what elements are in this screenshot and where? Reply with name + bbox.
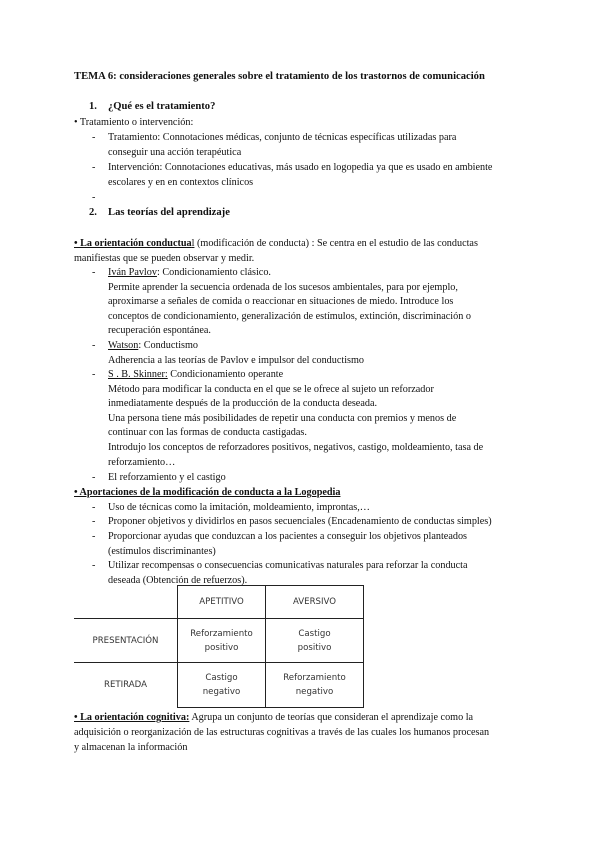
list-dash: - [92,472,96,483]
table-corner-cell [74,586,178,619]
aportaciones-label: • Aportaciones de la modificación de conducta a la Logopedia [74,487,341,498]
table-cell: Castigo positivo [266,619,364,663]
empty-dash: - [92,192,96,203]
aportacion-item: Uso de técnicas como la imitación, moldeamiento, improntas,… [108,502,370,513]
list-item-intervencion: Intervención: Connotaciones educativas, más usado en logopedia ya que es usado en ambiente escolares y en en contextos clínicos [108,162,493,188]
list-dash: - [92,369,96,380]
author-skinner: S . B. Skinner: [108,369,168,380]
table-cell: Castigo negativo [178,663,266,708]
document-title: TEMA 6: consideraciones generales sobre el tratamiento de los trastornos de comunicación [74,71,485,82]
list-dash: - [92,340,96,351]
list-dash: - [92,560,96,571]
list-dash: - [92,516,96,527]
list-dash: - [92,132,96,143]
section-1-heading: ¿Qué es el tratamiento? [108,101,216,112]
cognitiva-line2: adquisición o reorganización de las estructuras cognitivas a través de las cuales los humanos procesan [74,727,490,738]
cognitiva-line3: y almacenan la información [74,742,188,753]
list-dash: - [92,267,96,278]
list-item-reforzamiento: El reforzamiento y el castigo [108,472,226,483]
author-watson: Watson [108,340,139,351]
list-dash: - [92,162,96,173]
section-1-number: 1. [89,101,97,112]
list-dash: - [92,502,96,513]
section-2-number: 2. [89,207,97,218]
conductual-intro: • La orientación conductual (modificación de conducta) : Se centra en el estudio de las conductas [74,238,478,249]
aportacion-item: Proporcionar ayudas que conduzcan a los pacientes a conseguir los objetivos planteados (estímulos discriminantes) [108,531,467,557]
reinforcement-table [74,585,364,708]
list-item-skinner: S . B. Skinner: Condicionamiento operante Método para modificar la conducta en el que se le ofrece al sujeto un reforzador inmediatamente después de la producción de la conducta deseada. Una persona tiene más posibilidades de repetir una conducta con premios y menos de continuar con las formas de conducta castigadas. Introdujo los conceptos de reforzadores positivos, negativos, castigo, moldeamiento, tasa de reforzamiento… [108,369,484,468]
table-row-label: RETIRADA [74,663,178,708]
table-row-label: PRESENTACIÓN [74,619,178,663]
list-item-pavlov: Iván Pavlov: Condicionamiento clásico. Permite aprender la secuencia ordenada de los sucesos ambientales, para por ejemplo, aproximarse a señales de comida o reaccionar en situaciones de miedo. Introduce los conceptos de condicionamiento, generalización de estímulos, extinción, discriminación o recuperación espontánea. [108,267,471,337]
table-header: AVERSIVO [266,586,364,619]
conductual-label: • La orientación conductua [74,238,192,249]
section-1-bullet: • Tratamiento o intervención: [74,117,194,128]
table-cell: Reforzamiento positivo [178,619,266,663]
list-item-watson: Watson: Conductismo Adherencia a las teorías de Pavlov e impulsor del conductismo [108,340,365,366]
list-dash: - [92,531,96,542]
cognitiva-label: • La orientación cognitiva: [74,712,190,723]
aportacion-item: Proponer objetivos y dividirlos en pasos secuenciales (Encadenamiento de conductas simples) [108,516,492,527]
author-pavlov: Iván Pavlov [108,267,157,278]
table-cell: Reforzamiento negativo [266,663,364,708]
cognitiva-paragraph: • La orientación cognitiva: Agrupa un conjunto de teorías que consideran el aprendizaje como la [74,712,474,723]
aportacion-item: Utilizar recompensas o consecuencias comunicativas naturales para reforzar la conducta deseada (Obtención de refuerzos). [108,560,468,586]
table-header: APETITIVO [178,586,266,619]
conductual-intro-line2: manifiestas que se pueden observar y medir. [74,253,255,264]
list-item-tratamiento: Tratamiento: Connotaciones médicas, conjunto de técnicas específicas utilizadas para conseguir una acción terapéutica [108,132,457,158]
section-2-heading: Las teorías del aprendizaje [108,207,230,218]
